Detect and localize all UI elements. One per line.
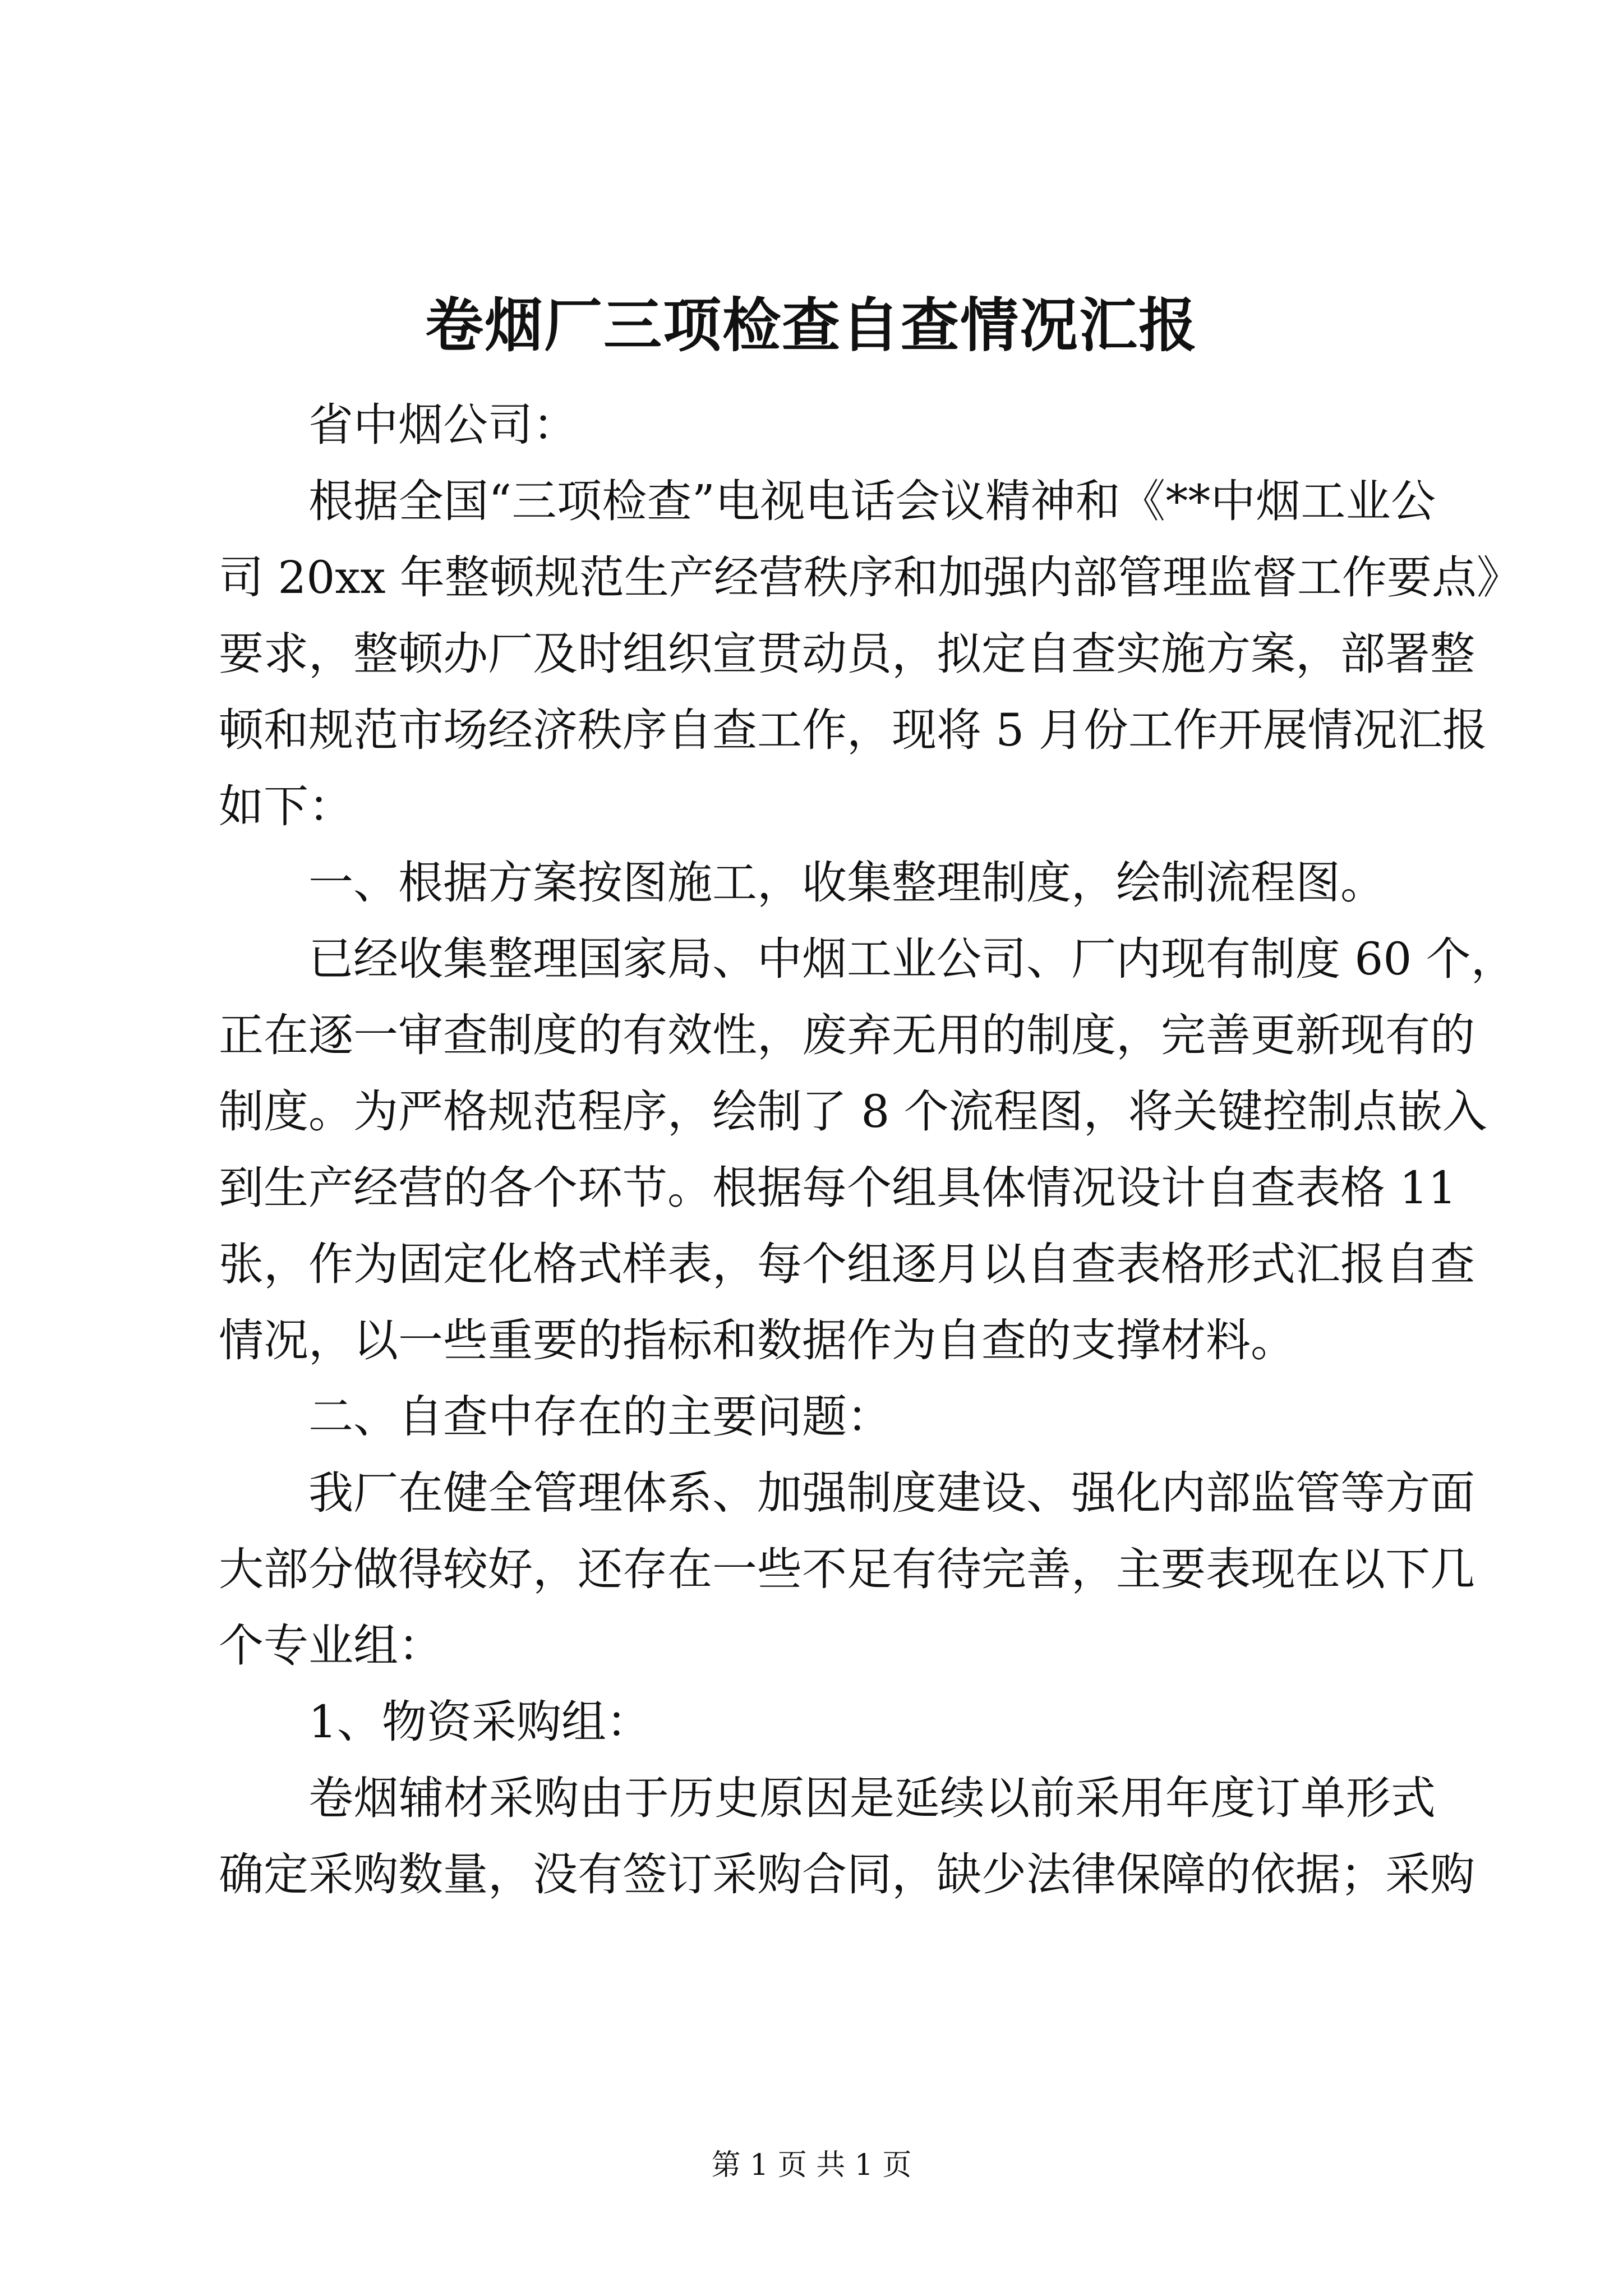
text-line: 制度。为严格规范程序，绘制了 8 个流程图，将关键控制点嵌入 (219, 1085, 1487, 1138)
text-line: 如下： (219, 780, 353, 832)
text-line: 1、物资采购组： (308, 1696, 651, 1748)
text-line: 确定采购数量，没有签订采购合同，缺少法律保障的依据；采购 (219, 1848, 1475, 1901)
text-line: 司 20xx 年整顿规范生产经营秩序和加强内部管理监督工作要点》 (219, 551, 1521, 604)
text-line: 一、根据方案按图施工，收集整理制度，绘制流程图。 (308, 857, 1385, 909)
text-line: 正在逐一审查制度的有效性，废弃无用的制度，完善更新现有的 (219, 1009, 1475, 1061)
text-line: 二、自查中存在的主要问题： (308, 1391, 892, 1443)
text-line: 要求，整顿办厂及时组织宣贯动员，拟定自查实施方案，部署整 (219, 628, 1475, 680)
text-line: 省中烟公司： (308, 399, 578, 451)
page-footer: 第 1 页 共 1 页 (711, 2148, 912, 2182)
text-line: 到生产经营的各个环节。根据每个组具体情况设计自查表格 11 (219, 1162, 1457, 1214)
text-line: 已经收集整理国家局、中烟工业公司、厂内现有制度 60 个， (308, 933, 1516, 985)
document-body (219, 387, 1521, 1913)
text-line: 卷烟辅材采购由于历史原因是延续以前采用年度订单形式 (308, 1772, 1436, 1824)
text-line: 我厂在健全管理体系、加强制度建设、强化内部监管等方面 (308, 1467, 1475, 1519)
text-line: 大部分做得较好，还存在一些不足有待完善，主要表现在以下几 (219, 1543, 1475, 1595)
text-line: 张，作为固定化格式样表，每个组逐月以自查表格形式汇报自查 (219, 1238, 1475, 1290)
document-title: 卷烟厂三项检查自查情况汇报 (425, 291, 1198, 360)
text-line: 情况，以一些重要的指标和数据作为自查的支撑材料。 (219, 1314, 1295, 1366)
text-line: 个专业组： (219, 1619, 443, 1672)
text-line: 根据全国“三项检查”电视电话会议精神和《**中烟工业公 (308, 475, 1436, 527)
text-line: 顿和规范市场经济秩序自查工作，现将 5 月份工作开展情况汇报 (219, 704, 1487, 756)
